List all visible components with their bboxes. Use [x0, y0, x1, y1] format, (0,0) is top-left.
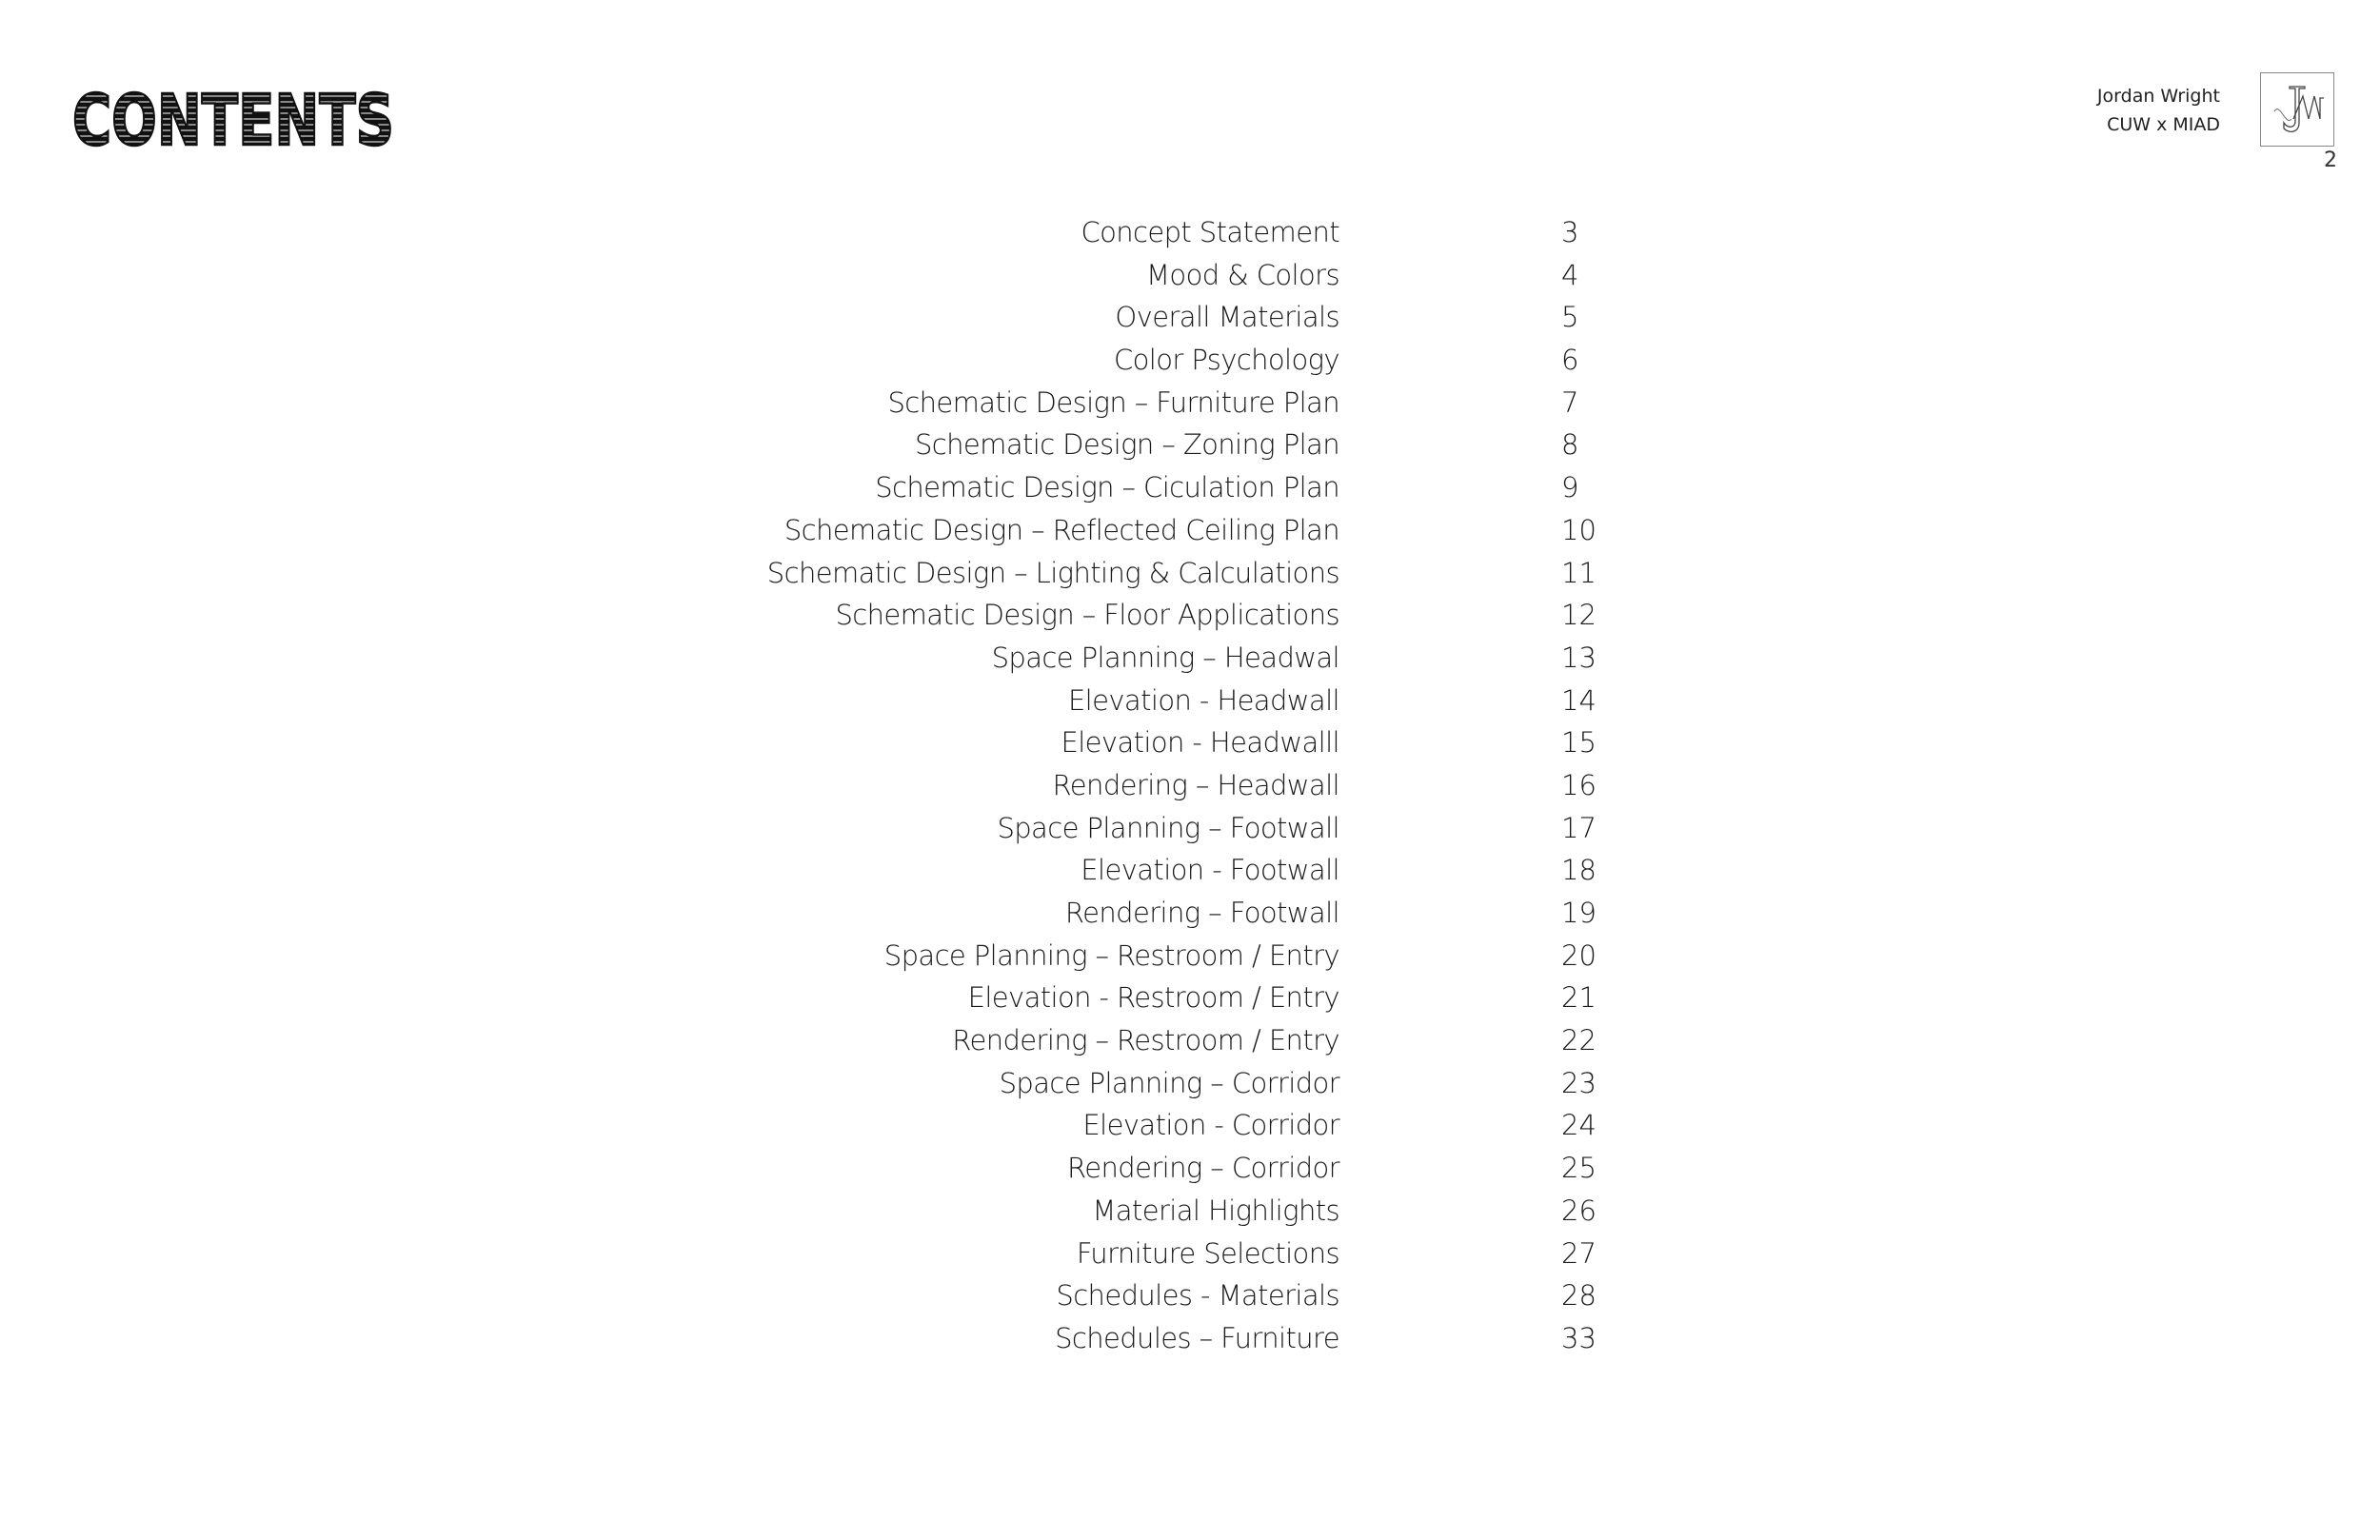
toc-entry-label: Schematic Design – Furniture Plan [887, 385, 1339, 419]
toc-entry[interactable] [0, 1104, 2380, 1147]
toc-entry[interactable] [0, 680, 2380, 722]
toc-entry-page-number: 19 [1561, 897, 1597, 929]
toc-entry-page-number: 17 [1561, 811, 1597, 844]
toc-entry-label: Rendering – Corridor [1067, 1152, 1339, 1185]
toc-entry[interactable] [0, 211, 2380, 254]
toc-entry[interactable] [0, 1062, 2380, 1105]
toc-entry-label: Space Planning – Restroom / Entry [883, 938, 1339, 972]
toc-entry[interactable] [0, 1233, 2380, 1275]
toc-entry-page-number: 12 [1561, 599, 1597, 632]
toc-entry-label: Space Planning – Headwal [991, 641, 1339, 674]
toc-entry[interactable] [0, 254, 2380, 297]
toc-entry-label: Schedules – Furniture [1055, 1321, 1339, 1354]
toc-entry[interactable] [0, 935, 2380, 977]
author-name: Jordan Wright [2096, 86, 2220, 107]
toc-entry[interactable] [0, 977, 2380, 1019]
toc-entry-page-number: 3 [1561, 216, 1579, 248]
toc-entry-page-number: 4 [1561, 258, 1579, 291]
page-title [72, 80, 396, 162]
page-number: 2 [2324, 148, 2337, 172]
toc-entry[interactable] [0, 721, 2380, 764]
toc-entry-page-number: 16 [1561, 768, 1597, 801]
toc-entry-page-number: 5 [1561, 301, 1579, 334]
toc-entry-page-number: 28 [1561, 1279, 1597, 1313]
toc-entry-page-number: 15 [1561, 726, 1597, 760]
toc-entry-label: Overall Materials [1115, 301, 1339, 334]
toc-entry-page-number: 6 [1561, 344, 1579, 377]
logo [2260, 72, 2334, 147]
toc-entry-label: Concept Statement [1081, 216, 1339, 248]
toc-entry-label: Rendering – Restroom / Entry [952, 1024, 1339, 1057]
toc-entry-page-number: 7 [1561, 385, 1579, 419]
toc-entry[interactable] [0, 424, 2380, 466]
toc-entry-page-number: 27 [1561, 1236, 1597, 1270]
jw-monogram-icon [2261, 73, 2333, 146]
toc-entry[interactable] [0, 296, 2380, 339]
toc-entry-page-number: 26 [1561, 1194, 1597, 1227]
toc-entry-label: Elevation - Corridor [1082, 1109, 1339, 1142]
toc-entry-page-number: 8 [1561, 428, 1579, 462]
toc-entry-label: Schematic Design – Ciculation Plan [875, 471, 1339, 504]
page-title-text: CONTENTS [72, 80, 394, 162]
toc-entry-label: Schematic Design – Floor Applications [835, 599, 1339, 632]
toc-entry-label: Furniture Selections [1076, 1236, 1339, 1270]
toc-entry[interactable] [0, 594, 2380, 637]
toc-entry[interactable] [0, 1019, 2380, 1062]
toc-entry-label: Mood & Colors [1146, 258, 1339, 291]
toc-entry-page-number: 23 [1561, 1066, 1597, 1099]
toc-entry-page-number: 25 [1561, 1152, 1597, 1185]
toc-entry-page-number: 9 [1561, 471, 1579, 504]
toc-entry-page-number: 10 [1561, 513, 1597, 546]
toc-entry[interactable] [0, 637, 2380, 680]
toc-entry-page-number: 20 [1561, 938, 1597, 972]
toc-entry-label: Elevation - Restroom / Entry [967, 981, 1339, 1015]
table-of-contents [0, 211, 2380, 1360]
organization-label: CUW x MIAD [2107, 114, 2220, 135]
toc-entry-label: Color Psychology [1113, 344, 1339, 377]
toc-entry-label: Elevation - Headwall [1067, 683, 1339, 717]
toc-entry[interactable] [0, 466, 2380, 509]
toc-entry-label: Rendering – Headwall [1052, 768, 1339, 801]
toc-entry-page-number: 21 [1561, 981, 1597, 1015]
toc-entry-label: Schematic Design – Lighting & Calculations [766, 556, 1339, 589]
toc-entry-label: Space Planning – Corridor [999, 1066, 1339, 1099]
toc-entry[interactable] [0, 1274, 2380, 1317]
toc-entry-page-number: 33 [1561, 1321, 1597, 1354]
toc-entry[interactable] [0, 807, 2380, 850]
toc-entry-page-number: 18 [1561, 854, 1597, 887]
toc-entry[interactable] [0, 509, 2380, 552]
toc-entry-page-number: 11 [1561, 556, 1597, 589]
toc-entry[interactable] [0, 892, 2380, 935]
toc-entry-page-number: 14 [1561, 683, 1597, 717]
toc-entry-page-number: 22 [1561, 1024, 1597, 1057]
toc-entry-label: Material Highlights [1092, 1194, 1339, 1227]
toc-entry-page-number: 24 [1561, 1109, 1597, 1142]
toc-entry-label: Space Planning – Footwall [997, 811, 1339, 844]
toc-entry-label: Schematic Design – Zoning Plan [915, 428, 1339, 462]
toc-entry-page-number: 13 [1561, 641, 1597, 674]
toc-entry-label: Elevation - Footwall [1081, 854, 1339, 887]
toc-entry-label: Rendering – Footwall [1064, 897, 1339, 929]
toc-entry[interactable] [0, 849, 2380, 892]
author-block [2097, 82, 2220, 139]
toc-entry[interactable] [0, 552, 2380, 595]
toc-entry[interactable] [0, 382, 2380, 424]
toc-entry[interactable] [0, 764, 2380, 807]
toc-entry[interactable] [0, 1147, 2380, 1190]
toc-entry-label: Schematic Design – Reflected Ceiling Plan [783, 513, 1339, 546]
toc-entry[interactable] [0, 1190, 2380, 1233]
toc-entry[interactable] [0, 1317, 2380, 1360]
toc-entry-label: Schedules - Materials [1056, 1279, 1339, 1313]
toc-entry-label: Elevation - Headwalll [1061, 726, 1339, 760]
toc-entry[interactable] [0, 339, 2380, 382]
